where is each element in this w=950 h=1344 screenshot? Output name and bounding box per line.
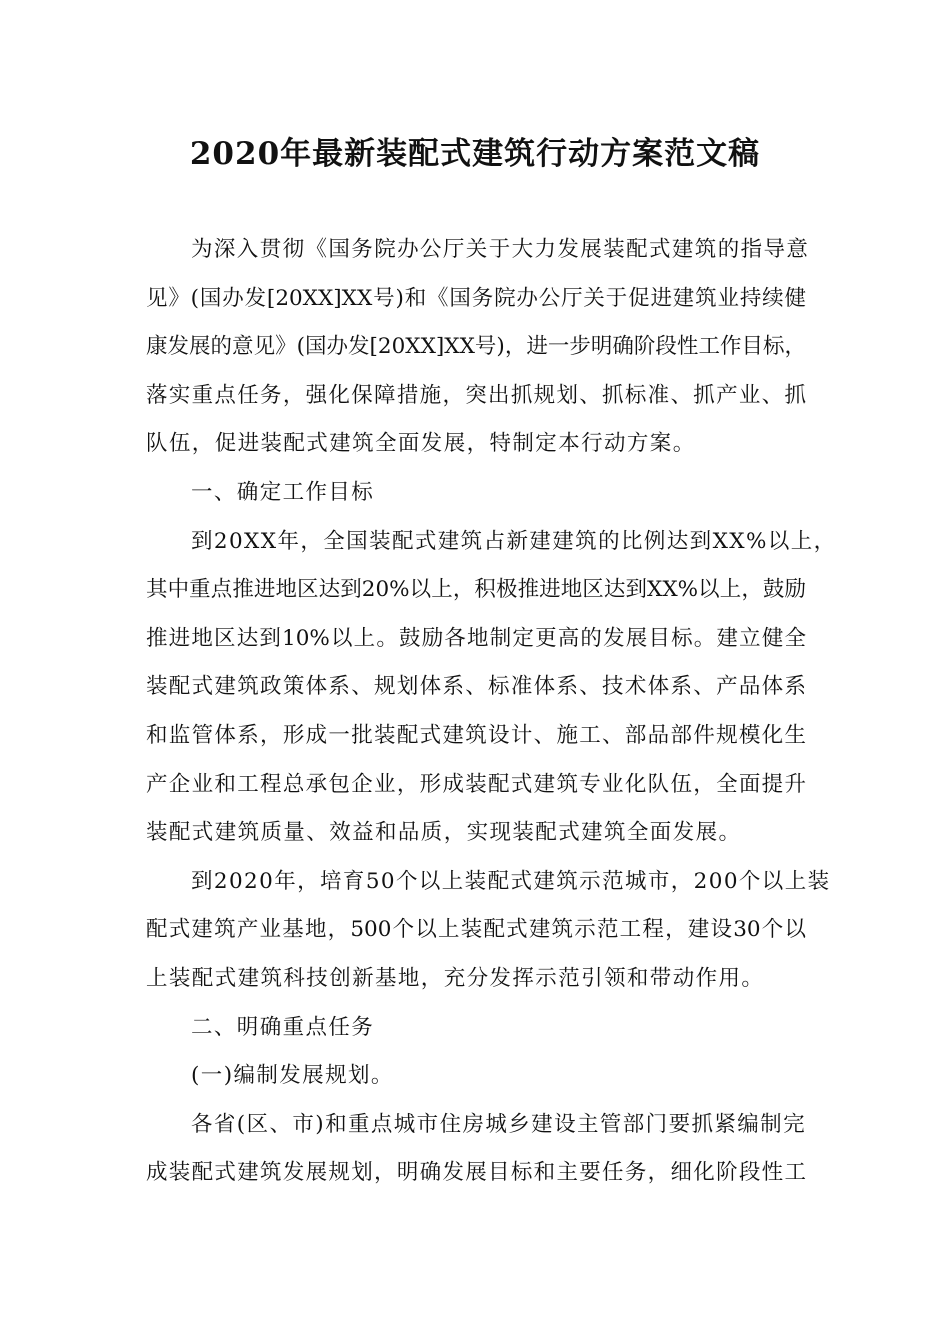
paragraph-line: 康发展的意见》(国办发[20XX]XX号)，进一步明确阶段性工作目标， xyxy=(146,334,806,360)
paragraph-line: 见》(国办发[20XX]XX号)和《国务院办公厅关于促进建筑业持续健 xyxy=(146,285,806,311)
paragraph-line: 各省(区、市)和重点城市住房城乡建设主管部门要抓紧编制完 xyxy=(191,1111,806,1137)
document-title: 2020年最新装配式建筑行动方案范文稿 xyxy=(189,136,761,172)
paragraph-line: 到2020年，培育50个以上装配式建筑示范城市，200个以上装 xyxy=(191,868,831,894)
paragraph-line: 其中重点推进地区达到20%以上，积极推进地区达到XX%以上，鼓励 xyxy=(146,577,806,603)
paragraph-line: 到20XX年，全国装配式建筑占新建建筑的比例达到XX%以上， xyxy=(191,528,837,554)
section-heading: 二、明确重点任务 xyxy=(191,1014,375,1040)
paragraph-line: 装配式建筑政策体系、规划体系、标准体系、技术体系、产品体系 xyxy=(146,674,806,700)
paragraph-line: 队伍，促进装配式建筑全面发展，特制定本行动方案。 xyxy=(146,431,696,457)
paragraph-line: 推进地区达到10%以上。鼓励各地制定更高的发展目标。建立健全 xyxy=(146,625,806,651)
subsection-heading: (一)编制发展规划。 xyxy=(191,1063,394,1089)
paragraph-line: 和监管体系，形成一批装配式建筑设计、施工、部品部件规模化生 xyxy=(146,722,806,748)
section-heading: 一、确定工作目标 xyxy=(191,479,375,505)
paragraph-line: 成装配式建筑发展规划，明确发展目标和主要任务，细化阶段性工 xyxy=(146,1160,806,1186)
paragraph-line: 装配式建筑质量、效益和品质，实现装配式建筑全面发展。 xyxy=(146,820,742,846)
paragraph-line: 配式建筑产业基地，500个以上装配式建筑示范工程，建设30个以 xyxy=(146,917,806,943)
document-body xyxy=(146,226,837,1198)
paragraph-line: 落实重点任务，强化保障措施，突出抓规划、抓标准、抓产业、抓 xyxy=(146,382,806,408)
paragraph-line: 产企业和工程总承包企业，形成装配式建筑专业化队伍，全面提升 xyxy=(146,771,806,797)
paragraph-line: 上装配式建筑科技创新基地，充分发挥示范引领和带动作用。 xyxy=(146,965,765,991)
paragraph-line: 为深入贯彻《国务院办公厅关于大力发展装配式建筑的指导意 xyxy=(191,237,810,262)
